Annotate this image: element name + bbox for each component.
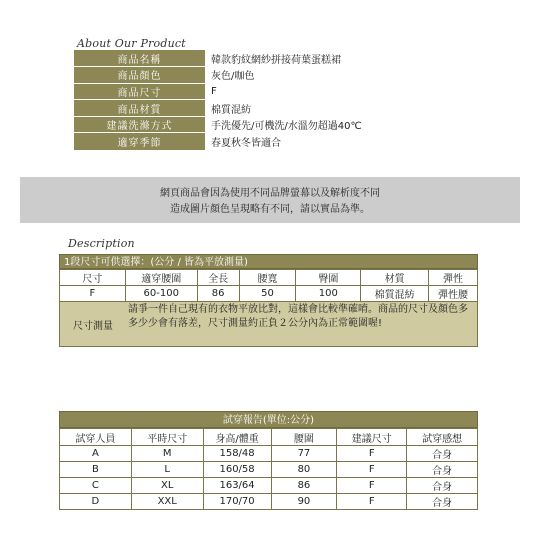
- info-value: 春夏秋冬皆適合: [205, 133, 466, 150]
- trial-report-title: 試穿報告(單位:公分): [59, 411, 478, 428]
- header-cell: 全長: [197, 270, 239, 286]
- header-cell: 彈性: [429, 270, 478, 286]
- info-key: 商品名稱: [74, 50, 205, 67]
- about-heading: About Our Product: [77, 37, 186, 50]
- table-row: [60, 462, 478, 478]
- info-value: 韓款豹紋網紗拼接荷葉蛋糕裙: [205, 50, 466, 67]
- table-cell: D: [60, 494, 132, 510]
- table-cell: 棉質混紡: [361, 286, 429, 302]
- measurement-table: [59, 254, 478, 347]
- table-cell: 50: [239, 286, 296, 302]
- info-row: [74, 83, 466, 100]
- header-cell: 平時尺寸: [131, 429, 203, 446]
- table-cell: 86: [271, 478, 337, 494]
- info-row: [74, 133, 466, 150]
- info-key: 商品尺寸: [74, 83, 205, 100]
- table-cell: B: [60, 462, 132, 478]
- trial-header-row: [60, 429, 478, 446]
- table-cell: M: [131, 446, 203, 462]
- color-notice-banner: [20, 177, 520, 223]
- table-cell: 80: [271, 462, 337, 478]
- measurement-header-row: [60, 270, 478, 286]
- table-cell: F: [337, 446, 407, 462]
- table-cell: 170/70: [203, 494, 271, 510]
- table-cell: 86: [197, 286, 239, 302]
- info-value: 棉質混紡: [205, 100, 466, 117]
- table-row: [60, 494, 478, 510]
- info-value: 灰色/咖色: [205, 67, 466, 84]
- info-key: 商品顏色: [74, 67, 205, 84]
- table-cell: XXL: [131, 494, 203, 510]
- notice-line: 造成圖片顏色呈現略有不同，請以實品為準。: [170, 204, 370, 215]
- info-key: 商品材質: [74, 100, 205, 117]
- info-row: [74, 67, 466, 84]
- table-cell: XL: [131, 478, 203, 494]
- table-cell: 77: [271, 446, 337, 462]
- table-cell: 合身: [407, 494, 478, 510]
- header-cell: 尺寸: [60, 270, 126, 286]
- table-cell: 彈性腰: [429, 286, 478, 302]
- header-cell: 試穿感想: [407, 429, 478, 446]
- table-cell: F: [60, 286, 126, 302]
- header-cell: 材質: [361, 270, 429, 286]
- table-row: [60, 478, 478, 494]
- table-cell: 100: [296, 286, 361, 302]
- table-cell: C: [60, 478, 132, 494]
- trial-grid: [59, 428, 478, 510]
- info-value: 手洗優先/可機洗/水溫勿超過40℃: [205, 116, 466, 133]
- info-row: [74, 100, 466, 117]
- header-cell: 適穿腰圍: [125, 270, 197, 286]
- header-cell: 腰寬: [239, 270, 296, 286]
- table-cell: 160/58: [203, 462, 271, 478]
- measurement-note-label: 尺寸測量: [73, 320, 113, 332]
- table-cell: F: [337, 462, 407, 478]
- table-cell: 60-100: [125, 286, 197, 302]
- table-cell: 合身: [407, 478, 478, 494]
- header-cell: 試穿人員: [60, 429, 132, 446]
- table-cell: A: [60, 446, 132, 462]
- description-heading: Description: [68, 237, 135, 250]
- measurement-title: 1段尺寸可供選擇：(公分 / 皆為平放測量): [59, 254, 478, 269]
- header-cell: 建議尺寸: [337, 429, 407, 446]
- product-info-table: [74, 50, 466, 150]
- measurement-note: [59, 302, 478, 347]
- header-cell: 腰圍: [271, 429, 337, 446]
- trial-report-table: [59, 411, 478, 510]
- info-key: 適穿季節: [74, 133, 205, 150]
- info-row: [74, 50, 466, 67]
- table-cell: 90: [271, 494, 337, 510]
- header-cell: 身高/體重: [203, 429, 271, 446]
- header-cell: 臀圍: [296, 270, 361, 286]
- info-value: F: [205, 83, 466, 100]
- table-cell: 合身: [407, 446, 478, 462]
- measurement-row: [60, 286, 478, 302]
- table-row: [60, 446, 478, 462]
- table-cell: 合身: [407, 462, 478, 478]
- notice-line: 網頁商品會因為使用不同品牌螢幕以及解析度不同: [160, 188, 380, 199]
- table-cell: F: [337, 478, 407, 494]
- measurement-note-text: 請爭一件自己現有的衣物平放比對，這樣會比較準確唷。商品的尺寸及顏色多多少少會有落差，尺寸測量約正負２公分內為正常範圍喔!: [128, 304, 468, 329]
- table-cell: 158/48: [203, 446, 271, 462]
- info-row: [74, 116, 466, 133]
- info-key: 建議洗滌方式: [74, 116, 205, 133]
- table-cell: L: [131, 462, 203, 478]
- table-cell: F: [337, 494, 407, 510]
- table-cell: 163/64: [203, 478, 271, 494]
- measurement-grid: [59, 269, 478, 302]
